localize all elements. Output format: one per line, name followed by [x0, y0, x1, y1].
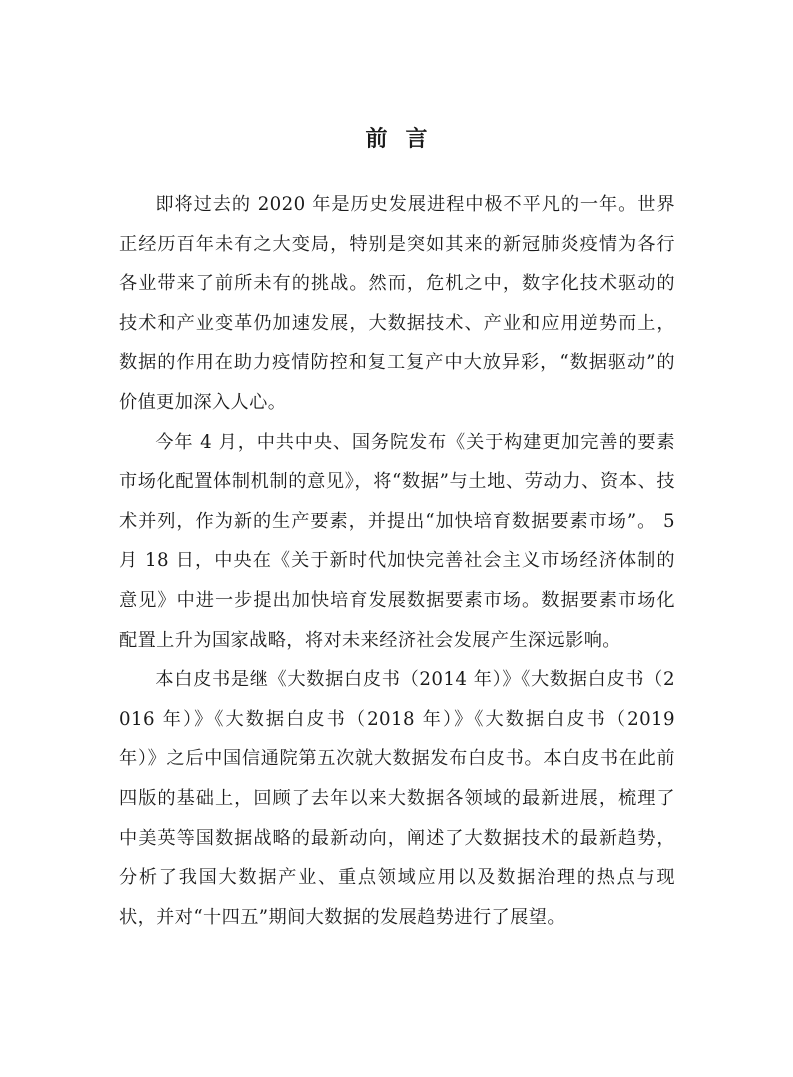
page-title: 前言 — [365, 127, 446, 152]
paragraph-whitepaper: 本白皮书是继《大数据白皮书（2014 年）》《大数据白皮书（2016 年）》《大数据白皮书（2018 年）》《大数据白皮书（2019 年）》之后中国信通院第五次就大数据发布白皮书。本白皮书在此前四版的基础上，回顾了去年以来大数据各领域的最新进展，梳理了中美英等国数据战略的最新动向，阐述了大数据技术的最新趋势，分析了我国大数据产业、重点领域应用以及数据治理的热点与现状，并对“十四五”期间大数据的发展趋势进行了展望。 — [119, 669, 675, 928]
paragraph-policy: 今年 4 月，中共中央、国务院发布《关于构建更加完善的要素市场化配置体制机制的意见》，将“数据”与土地、劳动力、资本、技术并列，作为新的生产要素，并提出“加快培育数据要素市场”。 5 月 18 日，中央在《关于新时代加快完善社会主义市场经济体制的意见》中进一步提出加快培育发展数据要素市场。数据要素市场化配置上升为国家战略，将对未来经济社会发展产生深远影响。 — [119, 431, 675, 651]
paragraph-intro: 即将过去的 2020 年是历史发展进程中极不平凡的一年。世界正经历百年未有之大变局，特别是突如其来的新冠肺炎疫情为各行各业带来了前所未有的挑战。然而，危机之中，数字化技术驱动的技术和产业变革仍加速发展，大数据技术、产业和应用逆势而上，数据的作用在助力疫情防控和复工复产中大放异彩，“数据驱动”的价值更加深入人心。 — [119, 194, 675, 413]
document-body — [119, 185, 675, 937]
